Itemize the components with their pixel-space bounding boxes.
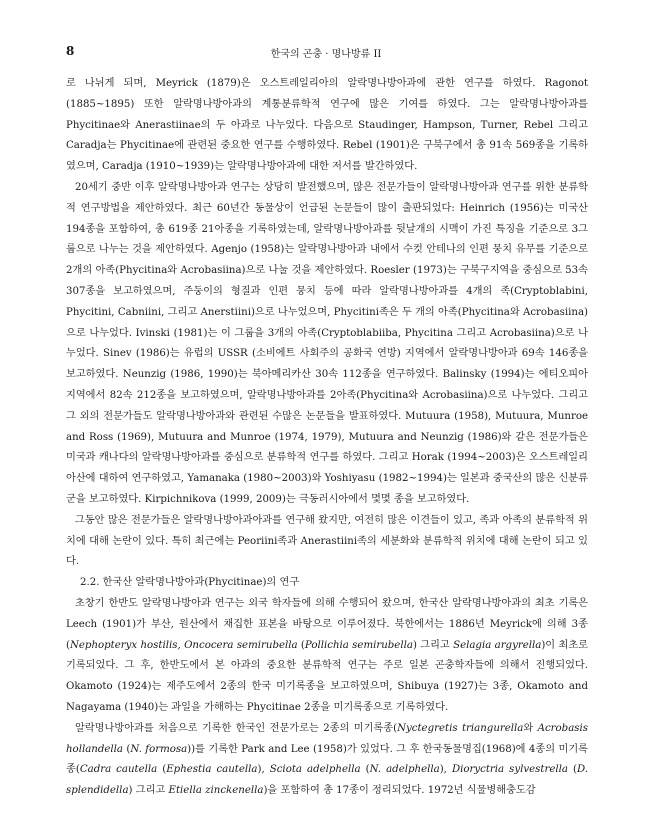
text-run: ))를 기록한 Park and Lee (1958)가 있었다. 그 후 한국동물명집(1968)에 4종의 미기록종( xyxy=(66,743,589,776)
species-name: N. formosa xyxy=(130,743,188,755)
species-name: Nyctegretis triangurella xyxy=(397,722,524,734)
text-run: ( xyxy=(123,743,131,755)
species-name: Sciota adelphella xyxy=(269,764,361,776)
paragraph-3: 그동안 많은 전문가들은 알락명나방아과아과를 연구해 왔지만, 여전히 많은 이견들이 있고, 족과 아족의 분류학적 위치에 대해 논란이 있다. 특히 최근에는 Peoriini족과 Anerastiini족의 세분화와 분류학적 위치에 대해 논란이 되고 있다. xyxy=(66,514,588,568)
text-run: ( xyxy=(157,764,167,776)
text-run: 초창기 한반도 알락명나방아과 연구는 외국 학자들에 의해 수행되어 왔으며, 한국산 알락명나방아과의 최초 기록은 Leech (1901)가 부산, 원산에서 채집한 표본을 바탕으로 이루어졌다. 북한에서는 1886년 Meyrick에 의해 3종( xyxy=(66,597,588,651)
species-name: Cadra cautella xyxy=(79,764,158,776)
species-name: Pollichia semirubella xyxy=(304,639,413,651)
species-name: D. splendidella xyxy=(66,764,589,797)
paragraph-2: 20세기 중반 이후 알락명나방아과 연구는 상당히 발전했으며, 많은 전문가들이 알락명나방아과 연구를 위한 분류학적 연구방법을 제안하였다. 최근 60년간 동물상이 언급된 논문들이 많이 출판되었다: Heinrich (1956)는 미국산 194종을 포함하여, 총 619종 21아종을 기록하였는데, 알락명나방아과를 뒷날개의 시맥이 가진 특징을 기준으로 3그룹으로 나누는 것을 제안하였다. Agenjo (1958)는 알락명나방아과 내에서 수컷 안테나의 인편 뭉치 유무를 기준으로 2개의 아족(Phycitina와 Acrobasiina)으로 나눌 것을 제안하였다. Roesler (1973)는 구북구지역을 중심으로 53속 307종을 보고하였으며, 주둥이의 형질과 인편 뭉치 등에 따라 알락명나방아과를 4개의 족(Cryptoblabini, Phycitini, Cabniini, 그리고 Anerstiini)으로 나누었으며, Phycitini족은 두 개의 아족(Phycitina와 Acrobasiina)으로 나누었다. Ivinski (1981)는 이 그룹을 3개의 아족(Cryptoblabiiba, Phycitina 그리고 Acrobasiina)으로 나누었다. Sinev (1986)는 유럽의 USSR (소비에트 사회주의 공화국 연방) 지역에서 알락명나방아과 69속 146종을 보고하였다. Neunzig (1986, 1990)는 북아메리카산 30속 112종을 연구하였다. Balinsky (1994)는 에티오피아 지역에서 82속 212종을 보고하였으며, 알락명나방아과를 2아족(Phycitina와 Acrobasiina)으로 나누었다. 그리고 그 외의 전문가들도 알락명나방아과와 관련된 수많은 논문들을 발표하였다. Mutuura (1958), Mutuura, Munroe and Ross (1969), Mutuura and Munroe (1974, 1979), Mutuura and Neunzig (1986)와 같은 전문가들은 미국과 캐나다의 알락명나방아과를 중심으로 분류학적 연구를 하였다. 그리고 Horak (1994~2003)은 오스트레일리아산에 대하여 연구하였고, Yamanaka (1980~2003)와 Yoshiyasu (1982~1994)는 일본과 중국산의 많은 신분류군을 보고하였다. Kirpichnikova (1999, 2009)는 극동러시아에서 몇몇 종을 보고하였다. xyxy=(66,181,588,505)
species-name: Ephestia cautella xyxy=(166,764,258,776)
text-run: ), xyxy=(439,764,452,776)
page-number: 8 xyxy=(66,44,75,58)
running-title: 한국의 곤충 · 명나방류 II xyxy=(270,49,382,60)
species-name: N. adelphella xyxy=(369,764,440,776)
paragraph-5 xyxy=(66,719,588,802)
species-name: Dioryctria sylvestrella xyxy=(451,764,568,776)
text-run: ( xyxy=(567,764,577,776)
paragraph-4 xyxy=(66,594,588,719)
text-run: ( xyxy=(360,764,370,776)
text-run: )을 포함하여 총 17종이 정리되었다. 1972년 식물병해충도감 xyxy=(263,785,536,797)
species-name: Etiella zinckenella xyxy=(168,785,264,797)
text-run: ( xyxy=(297,639,305,651)
text-run: ) 그리고 xyxy=(128,785,169,797)
section-heading: 2.2. 한국산 알락명나방아과(Phycitinae)의 연구 xyxy=(80,577,300,589)
body-text xyxy=(66,74,588,802)
text-run: )이 최초로 기록되었다. 그 후, 한반도에서 본 아과의 중요한 분류학적 연구는 주로 일본 곤충학자들에 의해서 진행되었다. Okamoto (1924)는 제주도에서 2종의 한국 미기록종을 보고하였으며, Shibuya (1927)는 3종, Okamoto and Nagayama (1940)는 과일을 가해하는 Phycitinae 2종을 미기록종으로 기록하였다. xyxy=(66,639,588,713)
text-run: 알락명나방아과를 처음으로 기록한 한국인 전문가로는 2종의 미기록종( xyxy=(75,722,398,734)
species-name: Acrobasis hollandella xyxy=(66,722,588,755)
text-run: ), xyxy=(257,764,270,776)
text-run: 와 xyxy=(523,722,538,734)
species-name: Nephopteryx hostilis, Oncocera semirubella xyxy=(69,639,298,651)
paragraph-1: 로 나뉘게 되며, Meyrick (1879)은 오스트레일리아의 알락명나방아과에 관한 연구를 하였다. Ragonot (1885~1895) 또한 알락명나방아과의 계통분류학적 연구에 많은 기여를 하였다. 그는 알락명나방아과를 Phycitinae와 Anerastiinae의 두 아과로 나누었다. 다음으로 Staudinger, Hampson, Turner, Rebel 그리고 Caradja는 Phycitinae에 관련된 중요한 연구를 수행하였다. Rebel (1901)은 구북구에서 총 91속 569종을 기록하였으며, Caradja (1910~1939)는 알락명나방아과에 대한 저서를 발간하였다. xyxy=(66,78,588,173)
text-run: ) 그리고 xyxy=(412,639,454,651)
page-header xyxy=(66,44,586,60)
species-name: Selagia argyrella xyxy=(453,639,542,651)
